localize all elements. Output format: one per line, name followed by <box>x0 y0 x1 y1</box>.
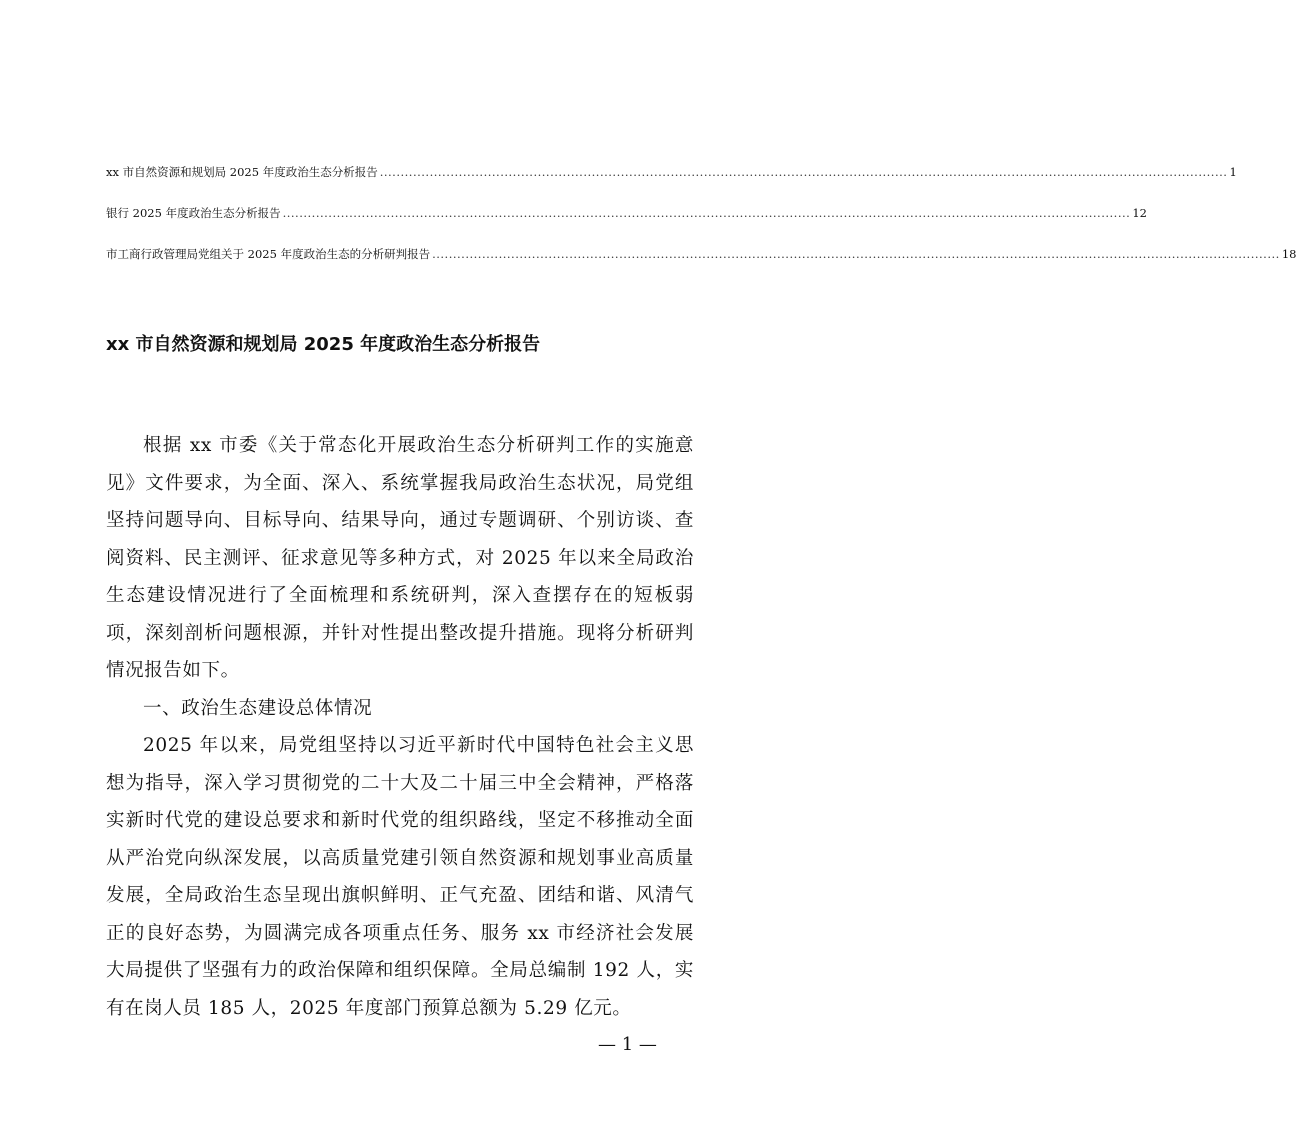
toc-dot-leader: ............................................................................................................................................................................................................ <box>379 165 1228 179</box>
toc-dot-leader: ............................................................................................................................................................................................................ <box>432 247 1280 261</box>
intro-paragraph: 根据 xx 市委《关于常态化开展政治生态分析研判工作的实施意见》文件要求，为全面、深入、系统掌握我局政治生态状况，局党组坚持问题导向、目标导向、结果导向，通过专题调研、个别访谈、查阅资料、民主测评、征求意见等多种方式，对 2025 年以来全局政治生态建设情况进行了全面梳理和系统研判，深入查摆存在的短板弱项，深刻剖析问题根源，并针对性提出整改提升措施。现将分析研判情况报告如下。 <box>106 435 694 681</box>
toc-entry-page: 1 <box>1229 165 1237 179</box>
document-body <box>106 427 694 1027</box>
document-title: xx 市自然资源和规划局 2025 年度政治生态分析报告 <box>106 334 541 355</box>
toc-entry[interactable] <box>106 244 1296 264</box>
toc-entry-title: xx 市自然资源和规划局 2025 年度政治生态分析报告 <box>106 165 378 179</box>
page-number: — 1 — <box>598 1034 657 1055</box>
toc-dot-leader: ............................................................................................................................................................................................................ <box>282 206 1131 220</box>
table-of-contents <box>106 162 1296 264</box>
section-paragraph: 2025 年以来，局党组坚持以习近平新时代中国特色社会主义思想为指导，深入学习贯彻党的二十大及二十届三中全会精神，严格落实新时代党的建设总要求和新时代党的组织路线，坚定不移推动全面从严治党向纵深发展，以高质量党建引领自然资源和规划事业高质量发展，全局政治生态呈现出旗帜鲜明、正气充盈、团结和谐、风清气正的良好态势，为圆满完成各项重点任务、服务 xx 市经济社会发展大局提供了坚强有力的政治保障和组织保障。全局总编制 192 人，实有在岗人员 185 人，2025 年度部门预算总额为 5.29 亿元。 <box>106 735 694 1019</box>
toc-entry-title: 市工商行政管理局党组关于 2025 年度政治生态的分析研判报告 <box>106 247 431 261</box>
section-heading: 一、政治生态建设总体情况 <box>143 697 373 719</box>
toc-entry-page: 12 <box>1132 206 1147 220</box>
toc-entry-page: 18 <box>1281 247 1296 261</box>
toc-entry-title: 银行 2025 年度政治生态分析报告 <box>106 206 281 220</box>
toc-entry[interactable] <box>106 203 1147 223</box>
toc-entry[interactable] <box>106 162 1237 182</box>
